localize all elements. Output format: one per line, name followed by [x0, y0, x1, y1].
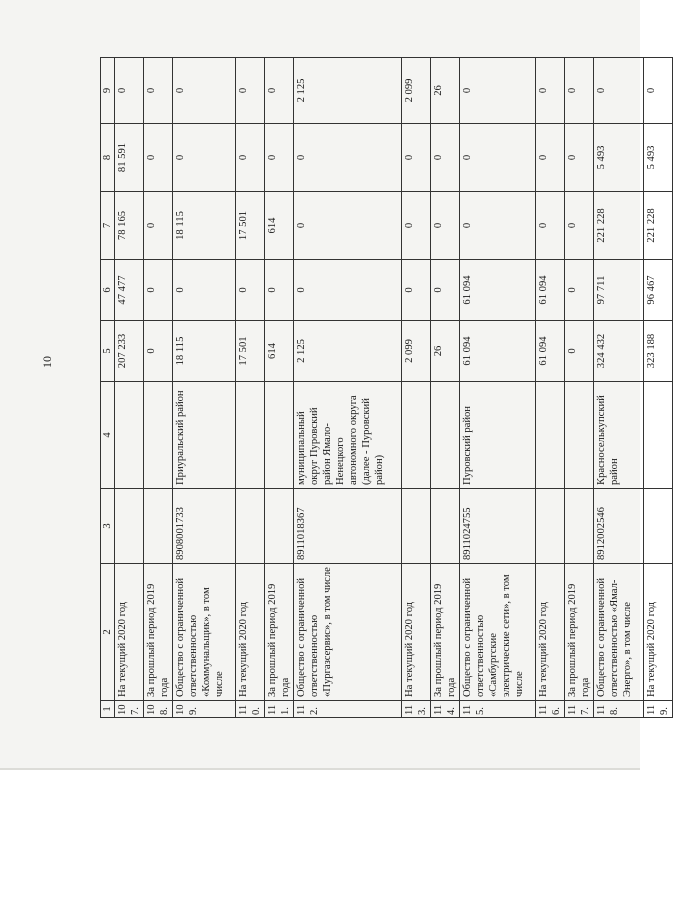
- row-name: Общество с ограниченной ответственностью «Пургазсервис», в том числе: [294, 564, 402, 701]
- row-number: 109.: [173, 701, 236, 718]
- row-number: 119.: [644, 701, 673, 718]
- area-cell: Красноселькупский район: [594, 382, 644, 489]
- table-row: [265, 58, 294, 718]
- page-number: 10: [40, 356, 54, 368]
- inn-cell: 8908001733: [173, 489, 236, 564]
- table-row: [173, 58, 236, 718]
- value-col7: 0: [460, 192, 536, 260]
- value-col9: 0: [144, 58, 173, 124]
- table-row: [594, 58, 644, 718]
- inn-cell: 8911024755: [460, 489, 536, 564]
- value-col9: 0: [565, 58, 594, 124]
- value-col6: 61 094: [460, 260, 536, 321]
- value-col5: 323 188: [644, 321, 673, 382]
- table-row: [460, 58, 536, 718]
- table-row: [402, 58, 431, 718]
- scan-edge: [0, 768, 640, 770]
- value-col7: 0: [536, 192, 565, 260]
- col-header: 8: [101, 124, 115, 192]
- col-header: 5: [101, 321, 115, 382]
- value-col8: 0: [173, 124, 236, 192]
- value-col6: 0: [173, 260, 236, 321]
- value-col8: 0: [565, 124, 594, 192]
- col-header: 4: [101, 382, 115, 489]
- row-name: Общество с ограниченной ответственностью «Коммунальщик», в том числе: [173, 564, 236, 701]
- value-col8: 81 591: [115, 124, 144, 192]
- value-col7: 221 228: [644, 192, 673, 260]
- row-name: На текущий 2020 год: [536, 564, 565, 701]
- value-col9: 2 099: [402, 58, 431, 124]
- value-col5: 26: [431, 321, 460, 382]
- value-col7: 18 115: [173, 192, 236, 260]
- area-cell: Приуральский район: [173, 382, 236, 489]
- rotated-table-container: [100, 58, 670, 718]
- area-cell: [236, 382, 265, 489]
- value-col5: 61 094: [536, 321, 565, 382]
- inn-cell: 8912002546: [594, 489, 644, 564]
- value-col6: 0: [265, 260, 294, 321]
- col-header: 6: [101, 260, 115, 321]
- value-col9: 0: [173, 58, 236, 124]
- value-col9: 0: [236, 58, 265, 124]
- table-row: [115, 58, 144, 718]
- col-header: 9: [101, 58, 115, 124]
- value-col8: 0: [536, 124, 565, 192]
- value-col8: 5 493: [644, 124, 673, 192]
- value-col7: 0: [431, 192, 460, 260]
- value-col7: 17 501: [236, 192, 265, 260]
- table-row: [644, 58, 673, 718]
- row-name: На текущий 2020 год: [644, 564, 673, 701]
- row-number: 115.: [460, 701, 536, 718]
- table-row: [236, 58, 265, 718]
- inn-cell: [144, 489, 173, 564]
- inn-cell: [565, 489, 594, 564]
- row-number: 111.: [265, 701, 294, 718]
- area-cell: [565, 382, 594, 489]
- row-name: Общество с ограниченной ответственностью «Ямал-Энерго», в том числе: [594, 564, 644, 701]
- row-number: 112.: [294, 701, 402, 718]
- area-cell: Пуровский район: [460, 382, 536, 489]
- value-col9: 26: [431, 58, 460, 124]
- area-cell: [644, 382, 673, 489]
- value-col5: 207 233: [115, 321, 144, 382]
- row-number: 108.: [144, 701, 173, 718]
- value-col5: 17 501: [236, 321, 265, 382]
- value-col7: 0: [565, 192, 594, 260]
- value-col6: 61 094: [536, 260, 565, 321]
- area-cell: [115, 382, 144, 489]
- inn-cell: [431, 489, 460, 564]
- value-col9: 2 125: [294, 58, 402, 124]
- value-col6: 47 477: [115, 260, 144, 321]
- value-col6: 0: [402, 260, 431, 321]
- row-number: 114.: [431, 701, 460, 718]
- value-col6: 0: [236, 260, 265, 321]
- area-cell: [536, 382, 565, 489]
- value-col7: 0: [402, 192, 431, 260]
- col-header: 3: [101, 489, 115, 564]
- value-col6: 97 711: [594, 260, 644, 321]
- value-col5: 18 115: [173, 321, 236, 382]
- row-name: Общество с ограниченной ответственностью «Самбургские электрические сети», в том числе: [460, 564, 536, 701]
- row-name: За прошлый период 2019 года: [431, 564, 460, 701]
- inn-cell: [115, 489, 144, 564]
- row-number: 110.: [236, 701, 265, 718]
- value-col9: 0: [115, 58, 144, 124]
- value-col9: 0: [536, 58, 565, 124]
- table-row: [565, 58, 594, 718]
- value-col5: 2 099: [402, 321, 431, 382]
- col-header: 2: [101, 564, 115, 701]
- inn-cell: [265, 489, 294, 564]
- value-col6: 96 467: [644, 260, 673, 321]
- row-number: 116.: [536, 701, 565, 718]
- data-table: [100, 57, 673, 718]
- area-cell: [144, 382, 173, 489]
- value-col7: 0: [294, 192, 402, 260]
- value-col5: 614: [265, 321, 294, 382]
- inn-cell: [644, 489, 673, 564]
- value-col5: 0: [565, 321, 594, 382]
- value-col6: 0: [431, 260, 460, 321]
- row-number: 118.: [594, 701, 644, 718]
- area-cell: [431, 382, 460, 489]
- row-number: 117.: [565, 701, 594, 718]
- value-col8: 0: [144, 124, 173, 192]
- value-col7: 614: [265, 192, 294, 260]
- value-col9: 0: [265, 58, 294, 124]
- inn-cell: [402, 489, 431, 564]
- value-col8: 0: [402, 124, 431, 192]
- row-name: На текущий 2020 год: [115, 564, 144, 701]
- row-number: 107.: [115, 701, 144, 718]
- area-cell: муниципальный округ Пуровский район Ямало-Ненецкого автономного округа (далее - Пуровский район): [294, 382, 402, 489]
- value-col5: 2 125: [294, 321, 402, 382]
- value-col6: 0: [294, 260, 402, 321]
- area-cell: [402, 382, 431, 489]
- inn-cell: [236, 489, 265, 564]
- value-col9: 0: [644, 58, 673, 124]
- col-header: 1: [101, 701, 115, 718]
- value-col5: 61 094: [460, 321, 536, 382]
- table-row: [294, 58, 402, 718]
- col-header: 7: [101, 192, 115, 260]
- header-row: [101, 58, 115, 718]
- row-number: 113.: [402, 701, 431, 718]
- value-col7: 221 228: [594, 192, 644, 260]
- value-col7: 78 165: [115, 192, 144, 260]
- table-row: [144, 58, 173, 718]
- inn-cell: 8911018367: [294, 489, 402, 564]
- row-name: За прошлый период 2019 года: [144, 564, 173, 701]
- value-col8: 0: [236, 124, 265, 192]
- value-col6: 0: [565, 260, 594, 321]
- table-row: [431, 58, 460, 718]
- row-name: На текущий 2020 год: [402, 564, 431, 701]
- row-name: На текущий 2020 год: [236, 564, 265, 701]
- inn-cell: [536, 489, 565, 564]
- value-col8: 0: [460, 124, 536, 192]
- row-name: За прошлый период 2019 года: [565, 564, 594, 701]
- value-col8: 5 493: [594, 124, 644, 192]
- value-col8: 0: [294, 124, 402, 192]
- value-col7: 0: [144, 192, 173, 260]
- row-name: За прошлый период 2019 года: [265, 564, 294, 701]
- value-col9: 0: [594, 58, 644, 124]
- value-col5: 0: [144, 321, 173, 382]
- value-col8: 0: [431, 124, 460, 192]
- value-col6: 0: [144, 260, 173, 321]
- table-row: [536, 58, 565, 718]
- value-col8: 0: [265, 124, 294, 192]
- value-col9: 0: [460, 58, 536, 124]
- value-col5: 324 432: [594, 321, 644, 382]
- area-cell: [265, 382, 294, 489]
